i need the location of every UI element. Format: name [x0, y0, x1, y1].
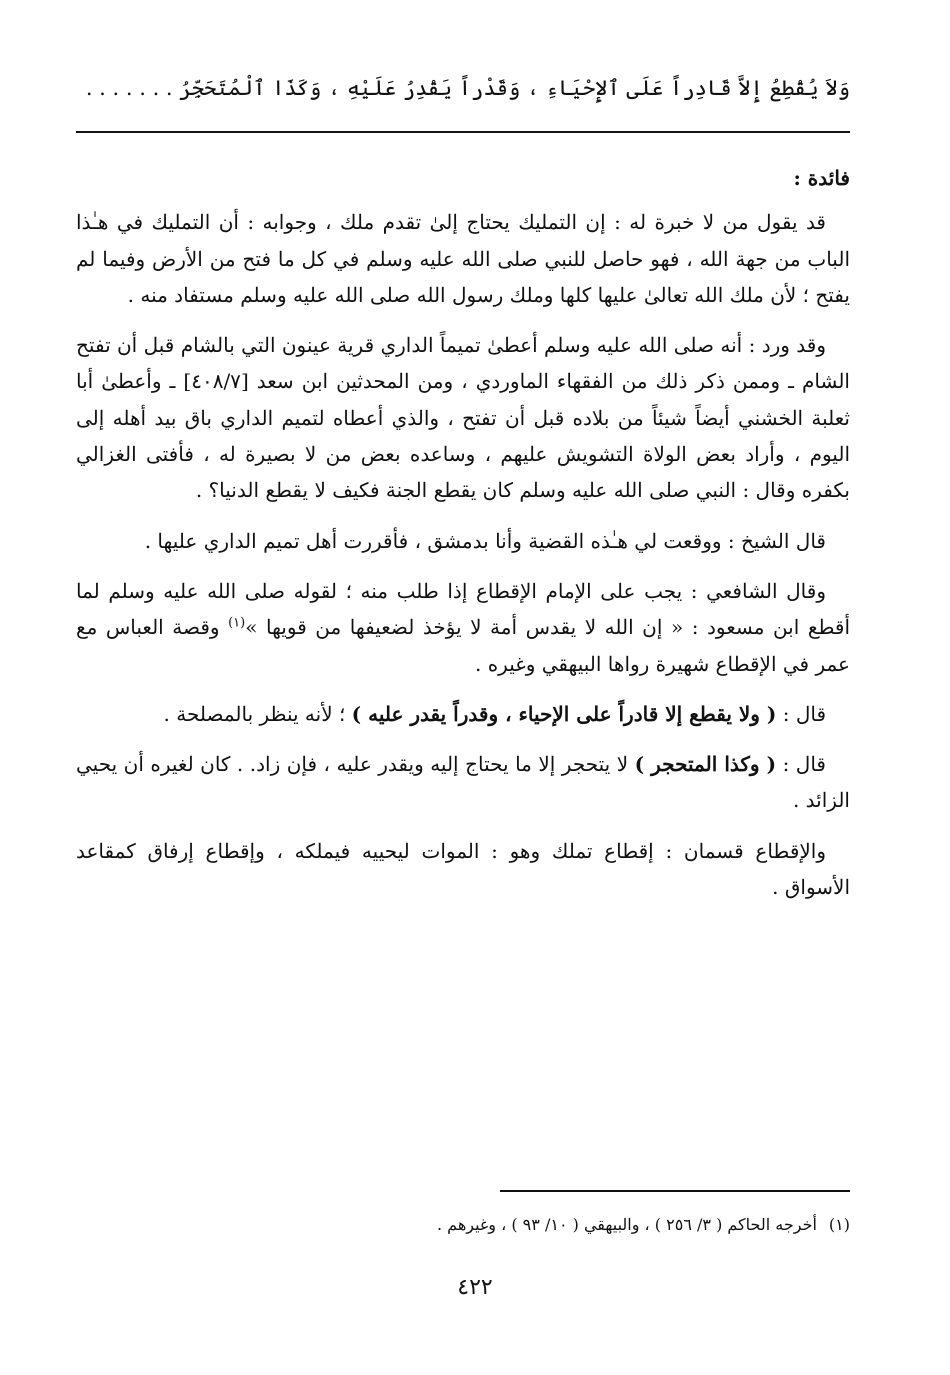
paragraph-5: [76, 696, 850, 732]
paragraph-3: قال الشيخ : ووقعت لي هـٰذه القضية وأنا بدمشق ، فأقررت أهل تميم الداري عليها .: [144, 528, 826, 553]
paragraph-6-lead: قال :: [776, 752, 826, 777]
paragraph-6: [76, 746, 850, 819]
footnote-text: أخرجه الحاكم ( ٣/ ٢٥٦ ) ، والبيهقي ( ١٠/ ٩٣ ) ، وغيرهم .: [437, 1215, 817, 1234]
paragraph-6-rest: لا يتحجر إلا ما يحتاج إليه ويقدر عليه ، فإن زاد. . كان لغيره أن يحيي الزائد .: [76, 752, 850, 813]
paragraph-5-lead: قال :: [776, 701, 826, 726]
footnote-number: (١): [828, 1215, 850, 1234]
paragraph-2: وقد ورد : أنه صلى الله عليه وسلم أعطىٰ تميماً الداري قرية عينون التي بالشام قبل أن تفتح الشام ـ وممن ذكر ذلك من الفقهاء الماوردي ، ومن المحدثين ابن سعد [٤٠٨/٧] ـ وأعطىٰ أبا ثعلبة الخشني أيضاً شيئاً من بلاده قبل أن تفتح ، والذي أعطاه لتميم الداري باق بيد أهله إلى اليوم ، وأراد بعض الولاة التشويش عليهم ، وساعده بعض من لا بصيرة له ، فأفتى الغزالي بكفره وقال : النبي صلى الله عليه وسلم كان يقطع الجنة فكيف لا يقطع الدنيا؟ .: [76, 333, 850, 503]
paragraph-7: والإقطاع قسمان : إقطاع تملك وهو : الموات ليحييه فيملكه ، وإقطاع إرفاق كمقاعد الأسواق .: [76, 838, 850, 900]
footnote-reference[interactable]: (١): [228, 615, 246, 631]
footnote-divider: [500, 1190, 850, 1192]
matn-quote-1: ( ولا يقطع إلا قادراً على الإحياء ، وقدراً يقدر عليه ): [351, 701, 777, 726]
commentary-body: [76, 160, 850, 919]
footnote: [76, 1210, 850, 1240]
matn-header-line: وَلاَ يُقْطِعُ إِلاَّ قَادِراً عَلَى ٱلإِحْيَاءِ ، وَقَدْراً يَقْدِرُ عَلَيْهِ ، وَكَذَا ٱلْمُتَحَجِّرُ . . . . . . .: [85, 76, 850, 100]
header-divider: [76, 131, 850, 133]
matn-quote-2: ( وكذا المتحجر ): [634, 752, 777, 777]
paragraph-5-rest: ؛ لأنه ينظر بالمصلحة .: [163, 701, 352, 726]
benefit-heading: فائدة :: [793, 166, 850, 190]
paragraph-4: [76, 573, 850, 682]
paragraph-4-continuation: وقصة العباس مع عمر في الإقطاع شهيرة رواها البيهقي وغيره .: [76, 615, 850, 676]
page-number: ٤٢٢: [457, 1275, 493, 1300]
paragraph-1: قد يقول من لا خبرة له : إن التمليك يحتاج إلىٰ تقدم ملك ، وجوابه : أن التمليك في هـٰذا الباب من جهة الله ، فهو حاصل للنبي صلى الله عليه وسلم في كل ما فتح من الأرض وفيما لم يفتح ؛ لأن ملك الله تعالىٰ عليها كلها وملك رسول الله صلى الله عليه وسلم مستفاد منه .: [76, 210, 850, 307]
paragraph-4-text: وقال الشافعي : يجب على الإمام الإقطاع إذا طلب منه ؛ لقوله صلى الله عليه وسلم لما أقطع ابن مسعود : « إن الله لا يقدس أمة لا يؤخذ لضعيفها من قويها »: [76, 578, 850, 640]
